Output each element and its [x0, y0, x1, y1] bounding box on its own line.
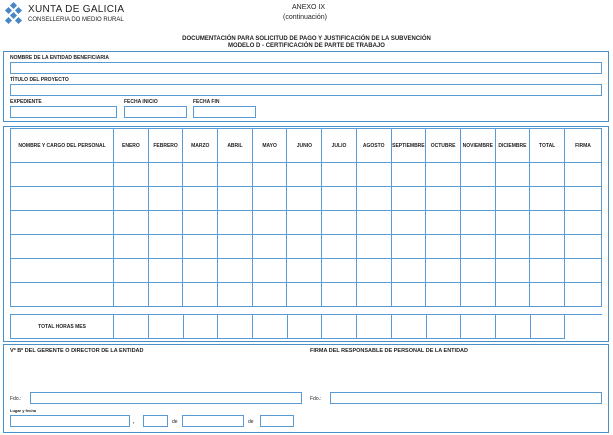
hours-cell[interactable] — [356, 259, 391, 283]
signature-cell[interactable] — [564, 187, 601, 211]
col-header-month: ENERO — [114, 129, 149, 163]
col-header-month: NOVIEMBRE — [460, 129, 495, 163]
col-header-month: DICIEMBRE — [495, 129, 530, 163]
hours-cell[interactable] — [183, 235, 218, 259]
staff-name-cell[interactable] — [11, 235, 114, 259]
hours-cell[interactable] — [183, 211, 218, 235]
document-title: DOCUMENTACIÓN PARA SOLICITUD DE PAGO Y JUSTIFICACIÓN DE LA SUBVENCIÓN — [182, 36, 431, 42]
hours-cell[interactable] — [495, 163, 530, 187]
hours-cell[interactable] — [322, 187, 357, 211]
table-header-row — [11, 129, 602, 163]
signature-cell[interactable] — [564, 283, 601, 307]
total-cell[interactable] — [183, 315, 218, 339]
hours-cell[interactable] — [495, 211, 530, 235]
hours-cell[interactable] — [322, 235, 357, 259]
hours-cell[interactable] — [218, 163, 253, 187]
hours-cell[interactable] — [183, 259, 218, 283]
table-row — [11, 211, 602, 235]
hours-cell[interactable] — [495, 283, 530, 307]
xunta-logo — [4, 3, 24, 25]
staff-name-cell[interactable] — [11, 211, 114, 235]
hours-cell[interactable] — [460, 259, 495, 283]
col-header-month: SEPTIEMBRE — [391, 129, 426, 163]
hours-cell[interactable] — [287, 187, 322, 211]
col-header-signature: FIRMA — [564, 129, 601, 163]
hours-cell[interactable] — [391, 187, 426, 211]
staff-name-cell[interactable] — [11, 283, 114, 307]
hours-cell[interactable] — [391, 211, 426, 235]
hours-cell[interactable] — [114, 163, 149, 187]
hours-cell[interactable] — [426, 211, 461, 235]
hours-cell[interactable] — [218, 187, 253, 211]
hours-cell[interactable] — [356, 235, 391, 259]
col-header-month: FEBRERO — [148, 129, 183, 163]
total-cell[interactable] — [530, 235, 565, 259]
signed-by-right-label: Fdo.: — [310, 396, 322, 402]
entity-name-field[interactable] — [10, 62, 602, 74]
col-header-total: TOTAL — [530, 129, 565, 163]
hours-cell[interactable] — [322, 259, 357, 283]
total-cell[interactable] — [530, 315, 565, 339]
year-field[interactable] — [260, 415, 294, 427]
place-field[interactable] — [10, 415, 130, 427]
hours-cell[interactable] — [460, 283, 495, 307]
col-header-month: JUNIO — [287, 129, 322, 163]
staff-name-cell[interactable] — [11, 187, 114, 211]
total-cell[interactable] — [530, 163, 565, 187]
hours-cell[interactable] — [460, 187, 495, 211]
hours-cell[interactable] — [287, 235, 322, 259]
hours-cell[interactable] — [252, 187, 287, 211]
hours-cell[interactable] — [426, 259, 461, 283]
hours-cell[interactable] — [356, 187, 391, 211]
hours-cell[interactable] — [148, 163, 183, 187]
hours-cell[interactable] — [426, 163, 461, 187]
table-row — [11, 163, 602, 187]
hours-cell[interactable] — [495, 235, 530, 259]
hours-cell[interactable] — [495, 259, 530, 283]
month-field[interactable] — [182, 415, 244, 427]
table-row — [11, 235, 602, 259]
total-cell[interactable] — [530, 187, 565, 211]
hours-cell[interactable] — [183, 163, 218, 187]
hours-cell[interactable] — [148, 235, 183, 259]
hours-cell[interactable] — [287, 283, 322, 307]
total-cell[interactable] — [391, 315, 426, 339]
annex-subtitle: (continuación) — [283, 14, 327, 21]
total-cell[interactable] — [148, 315, 183, 339]
hours-cell[interactable] — [391, 163, 426, 187]
start-date-label: FECHA INICIO — [124, 99, 158, 105]
total-cell[interactable] — [426, 315, 461, 339]
col-header-month: MARZO — [183, 129, 218, 163]
logo-tile-icon — [15, 17, 22, 24]
place-date-label: Lugar y fecha — [10, 408, 37, 413]
total-cell[interactable] — [530, 259, 565, 283]
hours-cell[interactable] — [426, 235, 461, 259]
signature-cell[interactable] — [564, 211, 601, 235]
total-hours-label: TOTAL HORAS MES — [11, 315, 114, 339]
total-cell[interactable] — [565, 315, 602, 339]
hours-cell[interactable] — [148, 259, 183, 283]
table-row — [11, 259, 602, 283]
hours-cell[interactable] — [252, 235, 287, 259]
hours-cell[interactable] — [114, 283, 149, 307]
signature-cell[interactable] — [564, 235, 601, 259]
staff-name-cell[interactable] — [11, 259, 114, 283]
annex-title: ANEXO IX — [292, 4, 326, 11]
de-separator-2: de — [248, 419, 254, 425]
hours-cell[interactable] — [287, 211, 322, 235]
hours-cell[interactable] — [460, 163, 495, 187]
total-cell[interactable] — [357, 315, 392, 339]
hr-signature-label: FIRMA DEL RESPONSABLE DE PERSONAL DE LA ENTIDAD — [310, 348, 468, 354]
total-cell[interactable] — [530, 283, 565, 307]
comma-separator: , — [133, 419, 135, 425]
total-cell[interactable] — [322, 315, 357, 339]
col-header-month: ABRIL — [218, 129, 253, 163]
col-header-month: JULIO — [322, 129, 357, 163]
day-field[interactable] — [143, 415, 168, 427]
hours-cell[interactable] — [148, 211, 183, 235]
hours-cell[interactable] — [287, 259, 322, 283]
hours-table — [10, 128, 602, 307]
project-label: TÍTULO DEL PROYECTO — [10, 77, 69, 83]
col-header-month: OCTUBRE — [426, 129, 461, 163]
hours-cell[interactable] — [356, 163, 391, 187]
total-cell[interactable] — [253, 315, 288, 339]
document-subtitle: MODELO D - CERTIFICACIÓN DE PARTE DE TRABAJO — [228, 43, 385, 49]
hours-cell[interactable] — [322, 163, 357, 187]
project-title-field[interactable] — [10, 84, 602, 96]
org-name: XUNTA DE GALICIA — [28, 4, 125, 15]
hours-cell[interactable] — [460, 235, 495, 259]
file-label: EXPEDIENTE — [10, 99, 42, 105]
start-date-field[interactable] — [124, 106, 187, 118]
end-date-label: FECHA FIN — [193, 99, 220, 105]
total-cell[interactable] — [218, 315, 253, 339]
hours-cell[interactable] — [322, 283, 357, 307]
hours-cell[interactable] — [426, 283, 461, 307]
total-cell[interactable] — [530, 211, 565, 235]
hours-cell[interactable] — [252, 283, 287, 307]
total-cell[interactable] — [496, 315, 531, 339]
hours-cell[interactable] — [495, 187, 530, 211]
table-row — [11, 283, 602, 307]
hours-cell[interactable] — [183, 187, 218, 211]
signature-cell[interactable] — [564, 259, 601, 283]
total-cell[interactable] — [461, 315, 496, 339]
hours-cell[interactable] — [356, 283, 391, 307]
hours-cell[interactable] — [114, 211, 149, 235]
total-cell[interactable] — [114, 315, 149, 339]
signed-by-left-label: Fdo.: — [10, 396, 22, 402]
col-header-month: AGOSTO — [356, 129, 391, 163]
hours-cell[interactable] — [218, 259, 253, 283]
staff-name-cell[interactable] — [11, 163, 114, 187]
hours-cell[interactable] — [426, 187, 461, 211]
hours-cell[interactable] — [218, 235, 253, 259]
logo-tile-icon — [15, 7, 22, 14]
hours-cell[interactable] — [252, 163, 287, 187]
logo-tile-icon — [5, 17, 12, 24]
hours-cell[interactable] — [218, 211, 253, 235]
hours-cell[interactable] — [114, 235, 149, 259]
hours-cell[interactable] — [391, 283, 426, 307]
manager-approval-label: Vº Bº DEL GERENTE O DIRECTOR DE LA ENTIDAD — [10, 348, 144, 354]
hours-cell[interactable] — [148, 283, 183, 307]
total-hours-table — [10, 314, 602, 339]
hours-cell[interactable] — [252, 259, 287, 283]
hours-cell[interactable] — [252, 211, 287, 235]
hours-cell[interactable] — [287, 163, 322, 187]
total-cell[interactable] — [287, 315, 322, 339]
hours-cell[interactable] — [391, 235, 426, 259]
entity-label: NOMBRE DE LA ENTIDAD BENEFICIARIA — [10, 55, 109, 61]
col-header-month: MAYO — [252, 129, 287, 163]
hr-signer-field[interactable] — [330, 392, 602, 404]
table-row — [11, 187, 602, 211]
end-date-field[interactable] — [193, 106, 256, 118]
hours-cell[interactable] — [356, 211, 391, 235]
hours-cell[interactable] — [148, 187, 183, 211]
hours-cell[interactable] — [114, 259, 149, 283]
org-department: CONSELLERIA DO MEDIO RURAL — [28, 17, 124, 23]
hours-cell[interactable] — [322, 211, 357, 235]
hours-cell[interactable] — [114, 187, 149, 211]
signature-cell[interactable] — [564, 163, 601, 187]
hours-cell[interactable] — [460, 211, 495, 235]
file-number-field[interactable] — [10, 106, 117, 118]
manager-signer-field[interactable] — [30, 392, 302, 404]
hours-cell[interactable] — [391, 259, 426, 283]
hours-cell[interactable] — [218, 283, 253, 307]
total-hours-row — [11, 315, 603, 339]
de-separator-1: de — [172, 419, 178, 425]
col-header-staff: NOMBRE Y CARGO DEL PERSONAL — [11, 129, 114, 163]
hours-cell[interactable] — [183, 283, 218, 307]
